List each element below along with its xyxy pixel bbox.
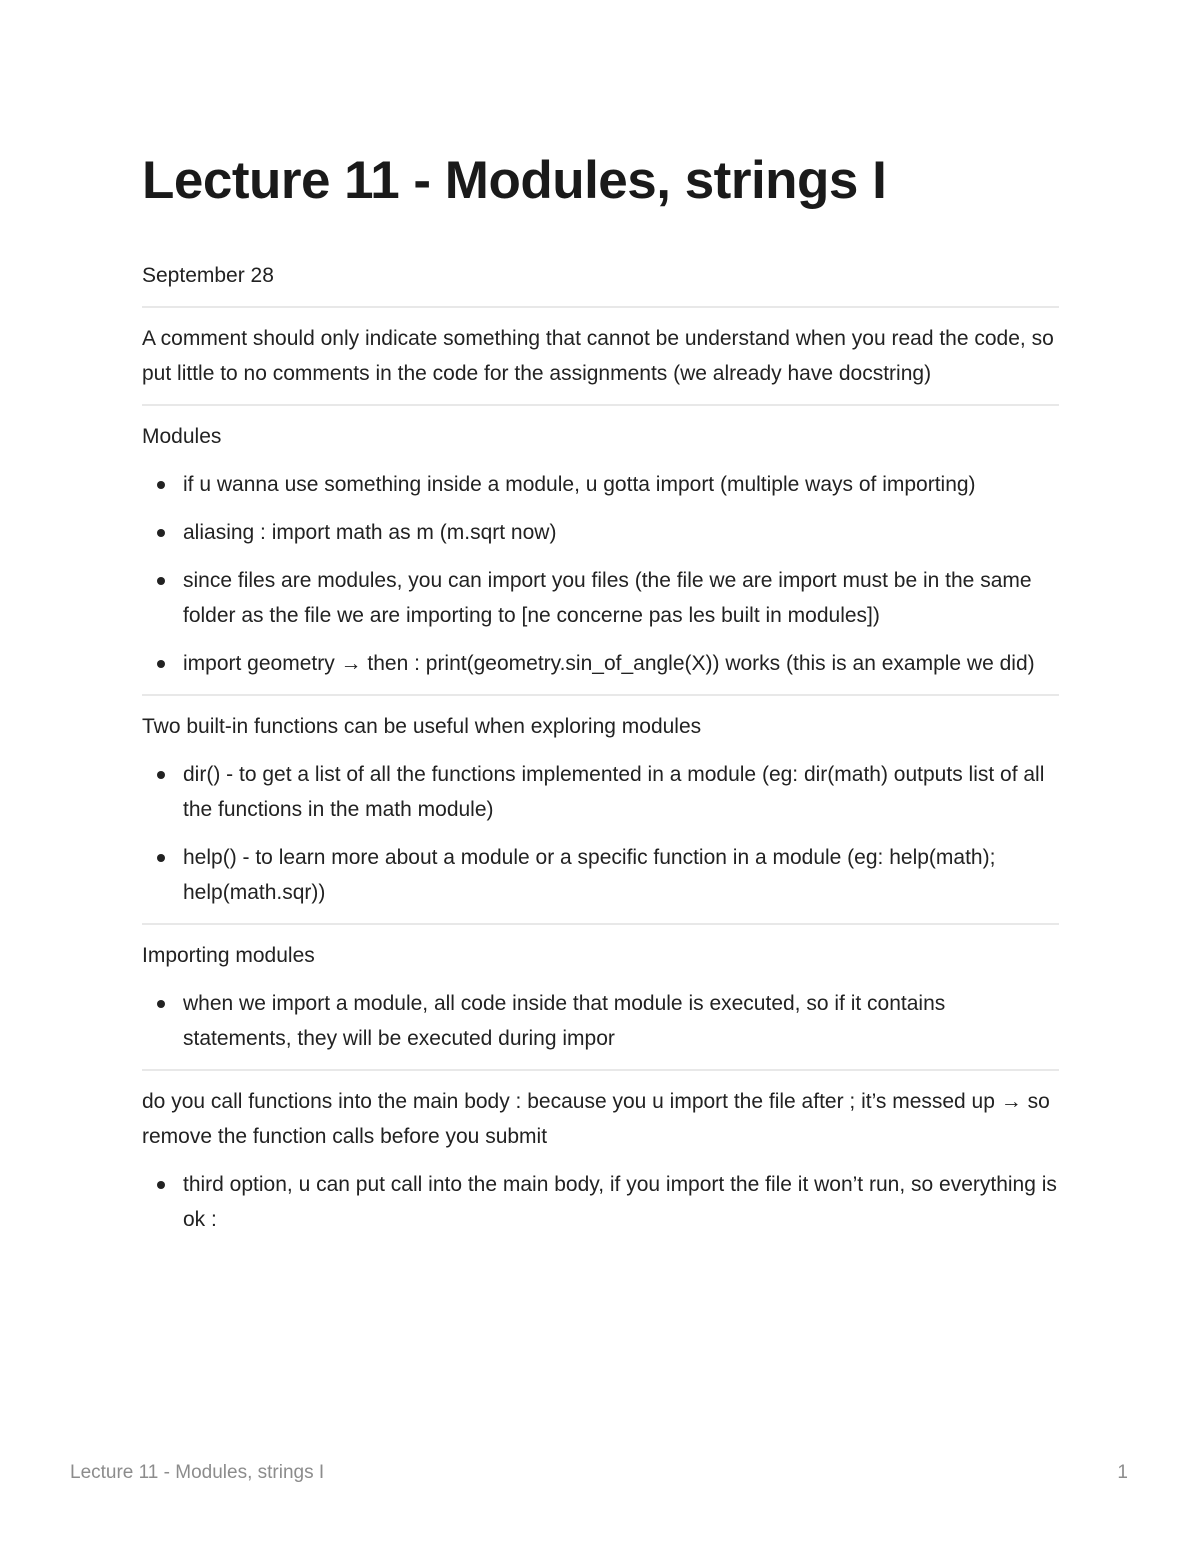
builtin-functions-heading: Two built-in functions can be useful when exploring modules xyxy=(142,715,702,738)
bullet-icon xyxy=(157,1181,165,1189)
divider xyxy=(142,404,1059,406)
page-number: 1 xyxy=(1117,1462,1128,1483)
divider xyxy=(142,694,1059,696)
list-item-text: when we import a module, all code inside that module is executed, so if it contains statements, they will be executed during impor xyxy=(183,992,946,1050)
modules-list xyxy=(142,467,1059,681)
bullet-icon xyxy=(157,660,165,668)
list-item-text: help() - to learn more about a module or a specific function in a module (eg: help(math); help(math.sqr)) xyxy=(183,846,996,904)
bullet-icon xyxy=(157,529,165,537)
list-item xyxy=(142,563,1059,633)
list-item-text: aliasing : import math as m (m.sqrt now) xyxy=(183,521,557,544)
builtin-functions-list xyxy=(142,757,1059,910)
page-title: Lecture 11 - Modules, strings I xyxy=(142,151,887,210)
bullet-icon xyxy=(157,854,165,862)
list-item xyxy=(142,467,1059,502)
list-item xyxy=(142,515,1059,550)
bullet-icon xyxy=(157,481,165,489)
list-item xyxy=(142,840,1059,910)
bullet-icon xyxy=(157,771,165,779)
list-item-text: dir() - to get a list of all the functions implemented in a module (eg: dir(math) outputs list of all the functions in the math module) xyxy=(183,763,1045,821)
list-item-text: third option, u can put call into the main body, if you import the file it won’t run, so everything is ok : xyxy=(183,1173,1057,1231)
divider xyxy=(142,306,1059,308)
main-body-paragraph: do you call functions into the main body : because you u import the file after ; it’s messed up → so remove the function calls before you submit xyxy=(142,1090,1050,1148)
bullet-icon xyxy=(157,1000,165,1008)
list-item-text: import geometry → then : print(geometry.sin_of_angle(X)) works (this is an example we did) xyxy=(183,652,1035,675)
bullet-icon xyxy=(157,577,165,585)
list-item xyxy=(142,1167,1059,1237)
modules-heading: Modules xyxy=(142,425,222,448)
list-item xyxy=(142,986,1059,1056)
main-body-list xyxy=(142,1167,1059,1237)
document-body xyxy=(142,258,1059,1237)
importing-modules-list xyxy=(142,986,1059,1056)
divider xyxy=(142,1069,1059,1071)
footer-title: Lecture 11 - Modules, strings I xyxy=(70,1462,325,1483)
comment-paragraph: A comment should only indicate something that cannot be understand when you read the code, so put little to no comments in the code for the assignments (we already have docstring) xyxy=(142,327,1054,385)
date-property: September 28 xyxy=(142,264,274,287)
list-item-text: since files are modules, you can import you files (the file we are import must be in the same folder as the file we are importing to [ne concerne pas les built in modules]) xyxy=(183,569,1032,627)
list-item xyxy=(142,757,1059,827)
list-item-text: if u wanna use something inside a module, u gotta import (multiple ways of importing) xyxy=(183,473,976,496)
divider xyxy=(142,923,1059,925)
list-item xyxy=(142,646,1059,681)
importing-modules-heading: Importing modules xyxy=(142,944,315,967)
